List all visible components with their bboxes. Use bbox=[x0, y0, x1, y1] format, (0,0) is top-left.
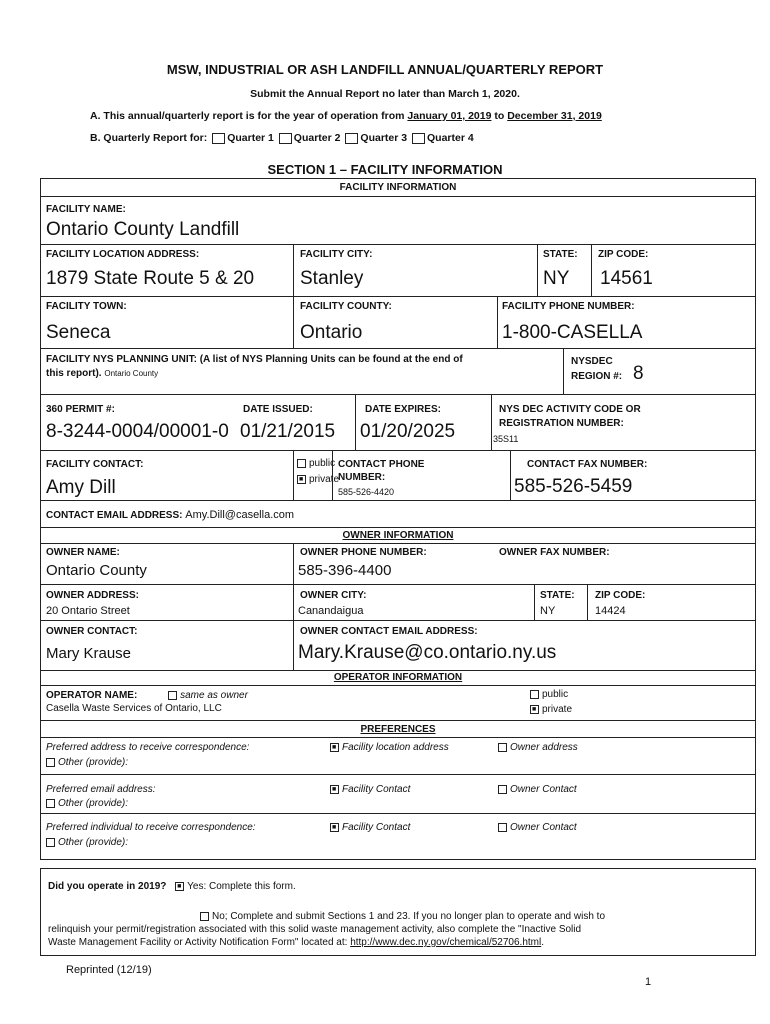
pref-individual-label: Preferred individual to receive correspondence: bbox=[46, 822, 256, 833]
operator-public-checkbox[interactable] bbox=[530, 690, 539, 699]
pref-individual-owner-checkbox[interactable] bbox=[498, 823, 507, 832]
notification-form-link[interactable]: http://www.dec.ny.gov/chemical/52706.html bbox=[350, 937, 542, 948]
facility-info-header: FACILITY INFORMATION bbox=[339, 182, 457, 193]
facility-phone-label: FACILITY PHONE NUMBER: bbox=[502, 301, 635, 312]
region-value[interactable]: 8 bbox=[633, 363, 644, 384]
owner-address-value[interactable]: 20 Ontario Street bbox=[46, 605, 130, 617]
operate-question: Did you operate in 2019? bbox=[48, 881, 167, 892]
owner-state-value[interactable]: NY bbox=[540, 605, 556, 617]
owner-name-label: OWNER NAME: bbox=[46, 547, 120, 558]
owner-phone-label: OWNER PHONE NUMBER: bbox=[300, 547, 427, 558]
owner-address-label: OWNER ADDRESS: bbox=[46, 590, 139, 601]
planning-unit-label: FACILITY NYS PLANNING UNIT: (A list of NYS Planning Units can be found at the end of bbox=[46, 354, 463, 365]
pref-email-owner-checkbox[interactable] bbox=[498, 785, 507, 794]
period-to: December 31, 2019 bbox=[507, 110, 602, 122]
facility-county-label: FACILITY COUNTY: bbox=[300, 301, 392, 312]
quarter-3-checkbox[interactable] bbox=[345, 133, 358, 144]
facility-state-label: STATE: bbox=[543, 249, 578, 260]
permit-label: 360 PERMIT #: bbox=[46, 404, 115, 415]
facility-city-value[interactable]: Stanley bbox=[300, 268, 364, 289]
date-expires-value[interactable]: 01/20/2025 bbox=[360, 421, 456, 442]
owner-fax-label: OWNER FAX NUMBER: bbox=[499, 547, 610, 558]
activity-code-label: NYS DEC ACTIVITY CODE OR bbox=[499, 404, 641, 415]
date-expires-label: DATE EXPIRES: bbox=[365, 404, 441, 415]
report-title: MSW, INDUSTRIAL OR ASH LANDFILL ANNUAL/QUARTERLY REPORT bbox=[166, 62, 604, 77]
page-number: 1 bbox=[645, 976, 652, 988]
contact-email-label: CONTACT EMAIL ADDRESS: bbox=[46, 510, 183, 521]
date-issued-value[interactable]: 01/21/2015 bbox=[240, 421, 336, 442]
quarter-2-checkbox[interactable] bbox=[279, 133, 292, 144]
quarter-1-checkbox[interactable] bbox=[212, 133, 225, 144]
owner-state-label: STATE: bbox=[540, 590, 575, 601]
pref-address-label: Preferred address to receive correspondence: bbox=[46, 742, 250, 753]
report-subtitle: Submit the Annual Report no later than March 1, 2020. bbox=[250, 88, 520, 100]
facility-contact-value[interactable]: Amy Dill bbox=[46, 477, 116, 498]
pref-address-other-checkbox[interactable] bbox=[46, 758, 55, 767]
facility-address-value[interactable]: 1879 State Route 5 & 20 bbox=[46, 268, 255, 289]
preferences-header: PREFERENCES bbox=[360, 724, 436, 735]
facility-town-value[interactable]: Seneca bbox=[46, 322, 111, 343]
facility-state-value[interactable]: NY bbox=[543, 268, 570, 289]
owner-phone-value[interactable]: 585-396-4400 bbox=[298, 562, 392, 579]
date-issued-label: DATE ISSUED: bbox=[243, 404, 313, 415]
operator-info-header: OPERATOR INFORMATION bbox=[333, 672, 463, 683]
contact-email-value[interactable]: Amy.Dill@casella.com bbox=[185, 509, 295, 521]
report-period-line: A. This annual/quarterly report is for the year of operation from January 01, 2019 to December 31, 2019 bbox=[90, 110, 602, 122]
planning-unit-value[interactable]: Ontario County bbox=[104, 369, 159, 378]
owner-contact-value[interactable]: Mary Krause bbox=[46, 645, 132, 662]
owner-city-value[interactable]: Canandaigua bbox=[298, 605, 364, 617]
quarterly-report-line: B. Quarterly Report for: Quarter 1 Quarter 2 Quarter 3 Quarter 4 bbox=[90, 132, 474, 144]
facility-phone-value[interactable]: 1-800-CASELLA bbox=[502, 322, 643, 343]
owner-info-header: OWNER INFORMATION bbox=[342, 530, 454, 541]
owner-name-value[interactable]: Ontario County bbox=[46, 562, 147, 579]
owner-email-label: OWNER CONTACT EMAIL ADDRESS: bbox=[300, 626, 478, 637]
contact-fax-value[interactable]: 585-526-5459 bbox=[514, 476, 633, 497]
facility-name-value[interactable]: Ontario County Landfill bbox=[46, 219, 240, 240]
period-from: January 01, 2019 bbox=[407, 110, 492, 122]
section-title: SECTION 1 – FACILITY INFORMATION bbox=[267, 162, 503, 177]
same-as-owner-checkbox[interactable] bbox=[168, 691, 177, 700]
facility-name-label: FACILITY NAME: bbox=[46, 204, 126, 215]
owner-contact-label: OWNER CONTACT: bbox=[46, 626, 138, 637]
owner-city-label: OWNER CITY: bbox=[300, 590, 367, 601]
contact-fax-label: CONTACT FAX NUMBER: bbox=[527, 459, 648, 470]
contact-phone-label: CONTACT PHONE bbox=[338, 459, 425, 470]
facility-zip-label: ZIP CODE: bbox=[598, 249, 649, 260]
pref-individual-facility-checkbox[interactable] bbox=[330, 823, 339, 832]
owner-zip-value[interactable]: 14424 bbox=[595, 605, 626, 617]
pref-address-facility-checkbox[interactable] bbox=[330, 743, 339, 752]
quarter-4-checkbox[interactable] bbox=[412, 133, 425, 144]
facility-contact-label: FACILITY CONTACT: bbox=[46, 459, 144, 470]
activity-code-value[interactable]: 35S11 bbox=[493, 434, 519, 444]
contact-public-checkbox[interactable] bbox=[297, 459, 306, 468]
reprinted-note: Reprinted (12/19) bbox=[66, 964, 152, 976]
facility-address-label: FACILITY LOCATION ADDRESS: bbox=[46, 249, 200, 260]
contact-phone-value[interactable]: 585-526-4420 bbox=[338, 487, 395, 497]
owner-email-value[interactable]: Mary.Krause@co.ontario.ny.us bbox=[298, 642, 557, 663]
operator-name-value[interactable]: Casella Waste Services of Ontario, LLC bbox=[46, 703, 222, 714]
operate-yes-checkbox[interactable] bbox=[175, 882, 184, 891]
pref-email-label: Preferred email address: bbox=[46, 784, 156, 795]
facility-county-value[interactable]: Ontario bbox=[300, 322, 363, 343]
facility-town-label: FACILITY TOWN: bbox=[46, 301, 127, 312]
permit-value[interactable]: 8-3244-0004/00001-0 bbox=[46, 421, 229, 442]
contact-private-checkbox[interactable] bbox=[297, 475, 306, 484]
region-label: NYSDEC bbox=[571, 356, 613, 367]
operator-private-checkbox[interactable] bbox=[530, 705, 539, 714]
pref-individual-other-checkbox[interactable] bbox=[46, 838, 55, 847]
pref-address-owner-checkbox[interactable] bbox=[498, 743, 507, 752]
operate-no-checkbox[interactable] bbox=[200, 912, 209, 921]
owner-zip-label: ZIP CODE: bbox=[595, 590, 646, 601]
pref-email-other-checkbox[interactable] bbox=[46, 799, 55, 808]
pref-email-facility-checkbox[interactable] bbox=[330, 785, 339, 794]
facility-zip-value[interactable]: 14561 bbox=[600, 268, 653, 289]
facility-city-label: FACILITY CITY: bbox=[300, 249, 373, 260]
operator-name-label: OPERATOR NAME: bbox=[46, 690, 138, 701]
